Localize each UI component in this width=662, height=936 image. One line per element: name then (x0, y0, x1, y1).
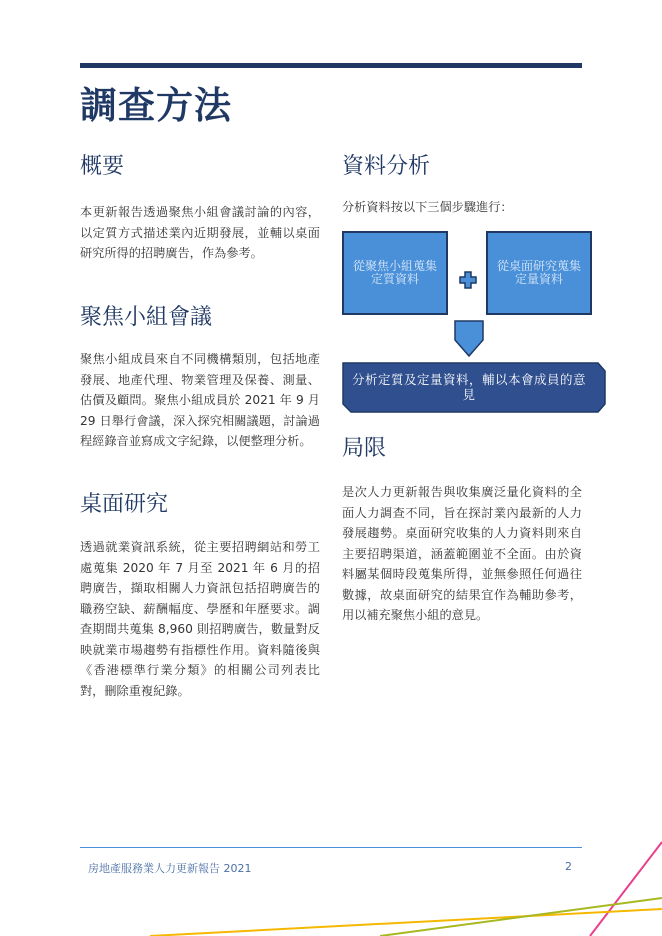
page-number: 2 (565, 860, 572, 873)
desk-research-heading: 桌面研究 (80, 492, 169, 517)
focus-group-body: 聚焦小組成員來自不同機構類別，包括地產發展、地產代理、物業管理及保養、測量、估價及顧問。聚焦小組成員於 2021 年 9 月 29 日舉行會議，深入探究相關議題，討論過程經錄音並寫成文字紀錄，以便整理分析。 (80, 352, 320, 448)
footer-report-name: 房地產服務業人力更新報告 2021 (88, 862, 252, 875)
plus-icon (459, 271, 477, 289)
footer-rule (80, 847, 582, 848)
analysis-step-label: 分析定質及定量資料，輔以本會成員的意見 (352, 372, 587, 402)
top-rule (80, 63, 582, 68)
limitations-heading: 局限 (342, 436, 387, 461)
limitations-body: 是次人力更新報告與收集廣泛量化資料的全面人力調查不同，旨在探討業內最新的人力發展趨勢。桌面研究收集的人力資料則來自主要招聘渠道，涵蓋範圍並不全面。由於資料屬某個時段蒐集所得，並無參照任何過往數據，故桌面研究的結果宜作為輔助參考，用以補充聚焦小組的意見。 (342, 485, 582, 622)
decor-yellow-line (150, 909, 662, 936)
overview-body: 本更新報告透過聚焦小組會議討論的內容，以定質方式描述業內近期發展，並輔以桌面研究所得的招聘廣告，作為參考。 (80, 205, 320, 260)
data-analysis-heading: 資料分析 (342, 154, 431, 179)
focus-group-heading: 聚焦小組會議 (80, 305, 213, 330)
quantitative-step-box (486, 231, 592, 315)
data-analysis-intro: 分析資料按以下三個步驟進行： (342, 200, 513, 214)
qualitative-step-box (342, 231, 448, 315)
down-arrow-icon (454, 320, 484, 357)
decor-pink-line (590, 842, 662, 936)
page-title: 調查方法 (80, 84, 232, 127)
quantitative-step-label: 從桌面研究蒐集定量資料 (496, 259, 581, 286)
qualitative-step-label: 從聚焦小組蒐集定質資料 (352, 259, 437, 286)
desk-research-body: 透過就業資訊系統，從主要招聘網站和勞工處蒐集 2020 年 7 月至 2021 年 6 月的招聘廣告，擷取相關人力資訊包括招聘廣告的職務空缺、薪酬幅度、學歷和年歷要求。調查期間共蒐集 8,960 則招聘廣告，數量對反映就業市場趨勢有指標性作用。資料隨後與《香港標準行業分類》的相關公司列表比對，刪除重複紀錄。 (80, 540, 320, 698)
decor-olive-line (380, 898, 662, 936)
overview-heading: 概要 (80, 154, 125, 179)
